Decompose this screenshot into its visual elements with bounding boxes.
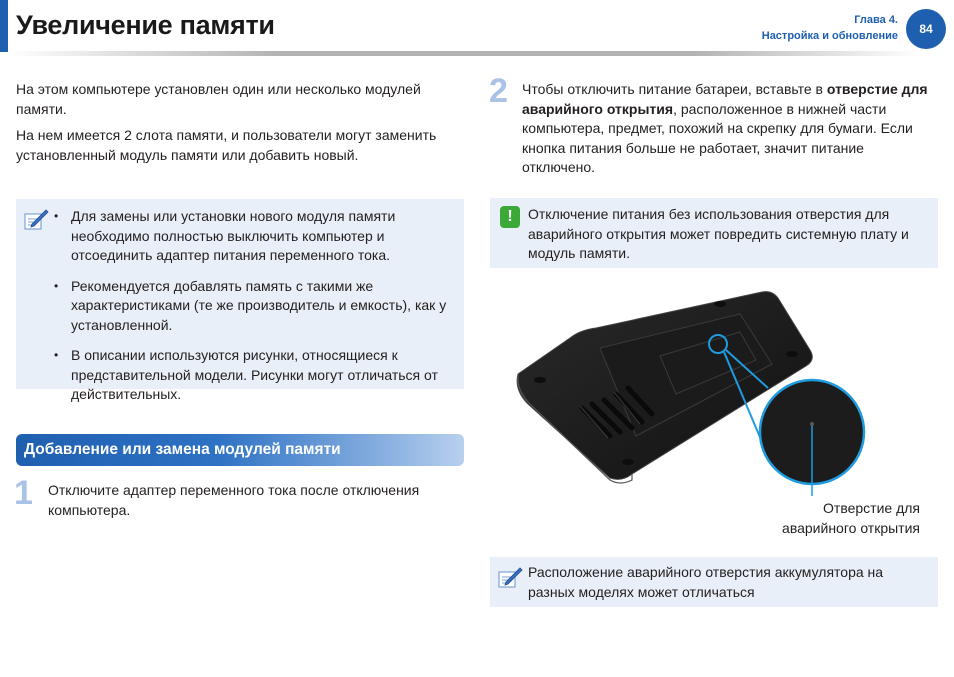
- step-2-text: [522, 80, 934, 178]
- note-item: • В описании используются рисунки, относящиеся к представительной модели. Рисунки могут отличаться от действительных.: [54, 346, 454, 405]
- chapter-label: [762, 12, 898, 44]
- page-number-badge: 84: [906, 9, 946, 49]
- warning-text: Отключение питания без использования отверстия для аварийного открытия может повредить системную плату и модуль памяти.: [528, 206, 909, 261]
- note-pencil-icon: [496, 565, 524, 591]
- section-header: [16, 434, 464, 466]
- intro-paragraph-2: На нем имеется 2 слота памяти, и пользователи могут заменить установленный модуль памяти или добавить новый.: [16, 127, 437, 163]
- note-list: [54, 207, 454, 416]
- step-2-text-start: Чтобы отключить питание батареи, вставьте в: [522, 81, 827, 97]
- chapter-title: Настройка и обновление: [761, 30, 898, 42]
- step-2-text-end: , расположенное в нижней части компьютера, предмет, похожий на скрепку для бумаги. Если кнопка питания больше не работает, значит питание отключено.: [522, 100, 913, 175]
- tip-box: [490, 557, 938, 607]
- note-box: [16, 199, 464, 402]
- caption-line-2: аварийного открытия: [782, 519, 920, 536]
- step-2-text-emphasis: отверстие для аварийного открытия: [522, 81, 928, 117]
- step-1-number: 1: [14, 474, 33, 512]
- warning-box: [490, 198, 938, 268]
- section-title: Добавление или замена модулей памяти: [24, 441, 341, 458]
- note-item: • Для замены или установки нового модуля памяти необходимо полностью выключить компьютер и отсоединить адаптер питания переменного тока.: [54, 207, 454, 266]
- header-divider: [8, 51, 920, 56]
- page-title: Увеличение памяти: [16, 10, 275, 40]
- note-item: • Рекомендуется добавлять память с такими же характеристиками (те же производитель и емкость), как у установленной.: [54, 277, 454, 336]
- figure-caption: [760, 499, 920, 538]
- title-accent-bar: [0, 0, 8, 52]
- step-2-number: 2: [489, 72, 508, 110]
- step-1-text: Отключите адаптер переменного тока после отключения компьютера.: [48, 482, 420, 518]
- chapter-number: Глава 4.: [854, 14, 898, 26]
- intro-paragraph-1: На этом компьютере установлен один или несколько модулей памяти.: [16, 81, 421, 117]
- exclamation-icon: !: [500, 206, 520, 228]
- note-pencil-icon: [22, 207, 50, 233]
- tip-text: Расположение аварийного отверстия аккумулятора на разных моделях может отличаться: [528, 564, 884, 600]
- caption-line-1: Отверстие для: [823, 500, 920, 516]
- laptop-bottom-illustration: [510, 286, 870, 496]
